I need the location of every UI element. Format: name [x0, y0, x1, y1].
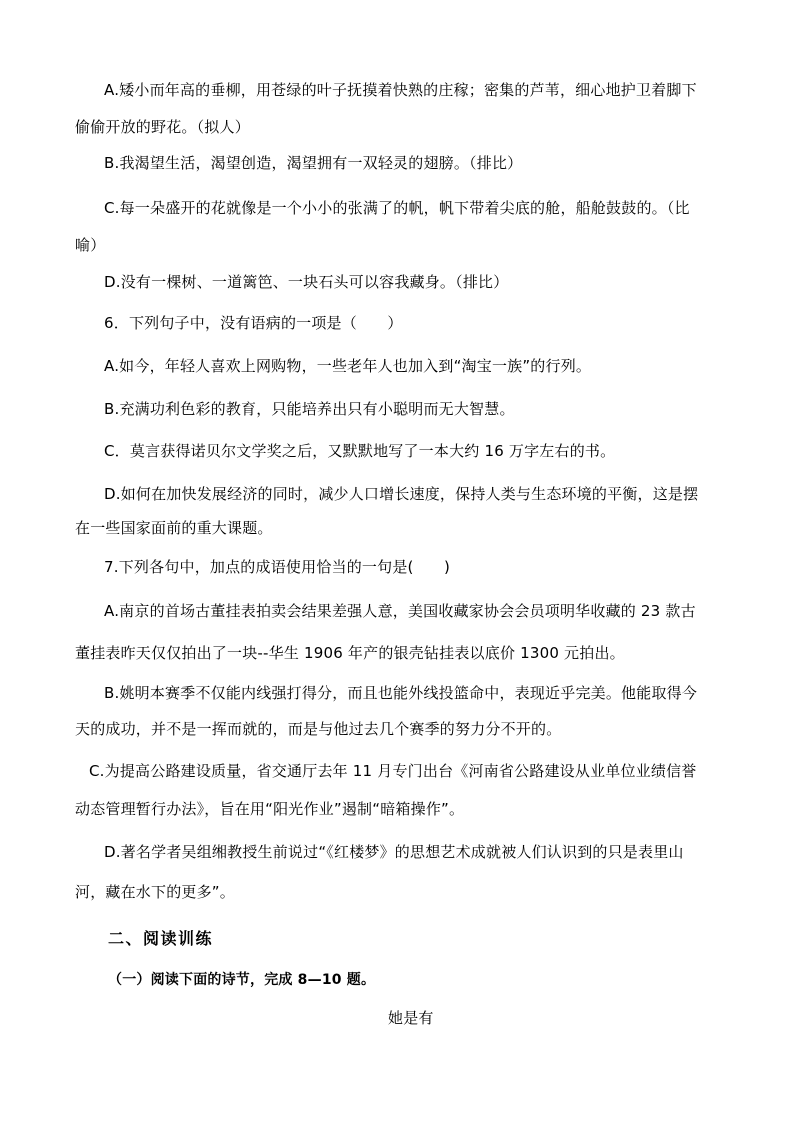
q5-option-a-line2: 偷偷开放的野花。（拟人）	[75, 118, 250, 136]
subsection-heading: （一）阅读下面的诗节，完成 8—10 题。	[108, 972, 376, 988]
q6-option-b: B.充满功利色彩的教育，只能培养出只有小聪明而无大智慧。	[104, 400, 515, 418]
q7-option-a-line2: 董挂表昨天仅仅拍出了一块--华生 1906 年产的银壳钻挂表以底价 1300 元拍出。	[75, 644, 625, 662]
q7-option-c-line1: C.为提高公路建设质量，省交通厅去年 11 月专门出台《河南省公路建设从业单位业绩信誉	[89, 762, 697, 780]
q5-option-c-line1: C.每一朵盛开的花就像是一个小小的张满了的帆，帆下带着尖底的舱，船舱鼓鼓的。（比	[104, 199, 690, 217]
q5-option-a-line1: A.矮小而年高的垂柳，用苍绿的叶子抚摸着快熟的庄稼；密集的芦苇，细心地护卫着脚下	[104, 81, 697, 99]
q6-option-a: A.如今，年轻人喜欢上网购物，一些老年人也加入到“淘宝一族”的行列。	[104, 357, 592, 375]
q7-option-d-line2: 河，藏在水下的更多”。	[75, 883, 235, 901]
q6-option-d-line1: D.如何在加快发展经济的同时，减少人口增长速度，保持人类与生态环境的平衡，这是摆	[104, 485, 699, 503]
q6-option-c: C．莫言获得诺贝尔文学奖之后，又默默地写了一本大约 16 万字左右的书。	[104, 442, 616, 460]
q7-stem: 7.下列各句中，加点的成语使用恰当的一句是( )	[104, 558, 451, 576]
poem-title: 她是有	[388, 1009, 434, 1027]
section-heading: 二、阅读训练	[108, 929, 214, 948]
q7-option-c-line2: 动态管理暂行办法》，旨在用“阳光作业”遏制“暗箱操作”。	[75, 800, 465, 818]
q5-option-b: B.我渴望生活，渴望创造，渴望拥有一双轻灵的翅膀。（排比）	[104, 154, 523, 172]
q6-option-d-line2: 在一些国家面前的重大课题。	[75, 519, 273, 537]
q6-stem: 6．下列句子中，没有语病的一项是（ ）	[104, 314, 403, 332]
q7-option-a-line1: A.南京的首场古董挂表拍卖会结果差强人意，美国收藏家协会会员项明华收藏的 23 款古	[104, 602, 696, 620]
q7-option-b-line1: B.姚明本赛季不仅能内线强打得分，而且也能外线投篮命中，表现近乎完美。他能取得今	[104, 684, 698, 702]
q5-option-d: D.没有一棵树、一道篱笆、一块石头可以容我藏身。（排比）	[104, 273, 509, 291]
q7-option-b-line2: 天的成功，并不是一挥而就的，而是与他过去几个赛季的努力分不开的。	[75, 720, 562, 738]
q5-option-c-line2: 喻）	[75, 236, 106, 254]
q7-option-d-line1: D.著名学者吴组缃教授生前说过“《红楼梦》的思想艺术成就被人们认识到的只是表里山	[104, 843, 684, 861]
